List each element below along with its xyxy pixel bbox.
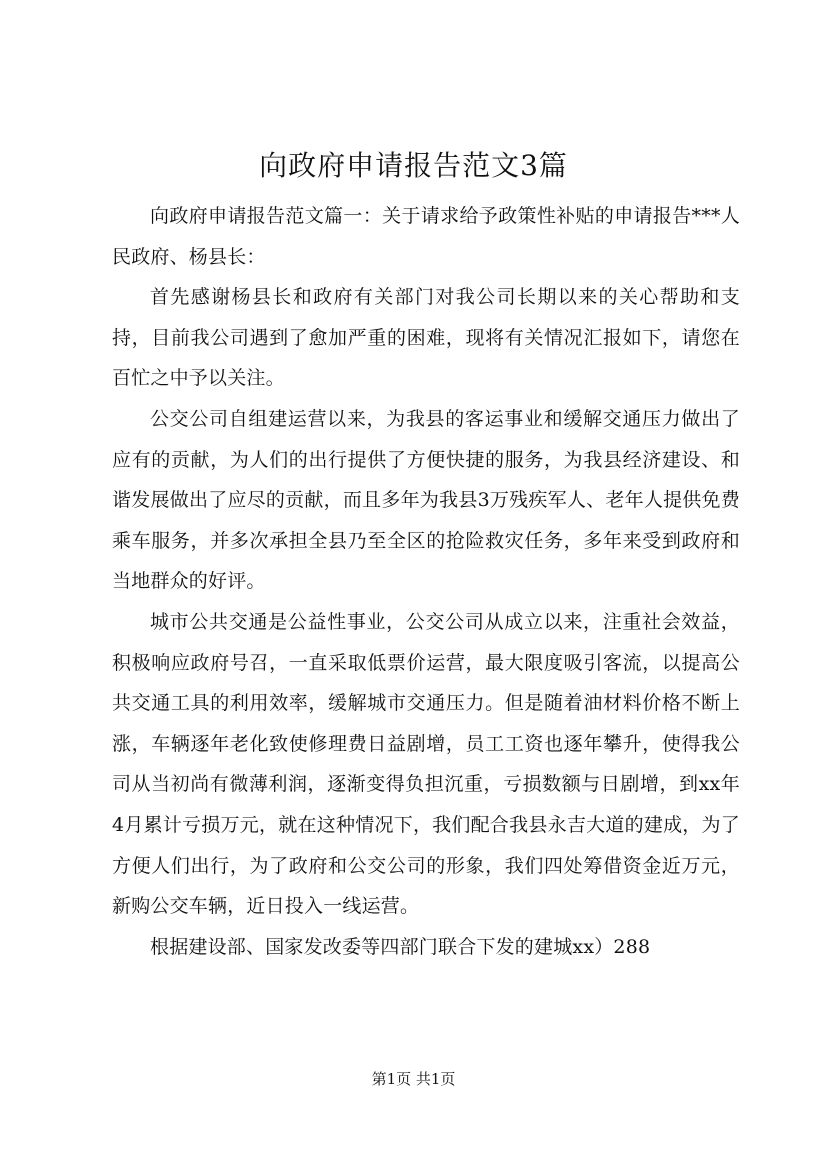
paragraph: 向政府申请报告范文篇一：关于请求给予政策性补贴的申请报告***人民政府、杨县长： xyxy=(112,205,740,268)
document-body xyxy=(112,196,740,967)
paragraph: 公交公司自组建运营以来，为我县的客运事业和缓解交通压力做出了应有的贡献，为人们的出行提供了方便快捷的服务，为我县经济建设、和谐发展做出了应尽的贡献，而且多年为我县3万残疾军人、老年人提供免费乘车服务，并多次承担全县乃至全区的抢险救灾任务，多年来受到政府和当地群众的好评。 xyxy=(112,407,740,593)
page-footer: 第1页 共1页 xyxy=(371,1070,456,1088)
paragraph: 城市公共交通是公益性事业，公交公司从成立以来，注重社会效益，积极响应政府号召，一直采取低票价运营，最大限度吸引客流，以提高公共交通工具的利用效率，缓解城市交通压力。但是随着油材料价格不断上涨，车辆逐年老化致使修理费日益剧增，员工工资也逐年攀升，使得我公司从当初尚有微薄利润，逐渐变得负担沉重，亏损数额与日剧增，到xx年4月累计亏损万元，就在这种情况下，我们配合我县永吉大道的建成，为了方便人们出行，为了政府和公交公司的形象，我们四处筹借资金近万元，新购公交车辆，近日投入一线运营。 xyxy=(112,610,740,918)
paragraph: 根据建设部、国家发改委等四部门联合下发的建城xx）288 xyxy=(150,935,651,958)
document-title: 向政府申请报告范文3篇 xyxy=(259,149,568,182)
paragraph: 首先感谢杨县长和政府有关部门对我公司长期以来的关心帮助和支持，目前我公司遇到了愈加严重的困难，现将有关情况汇报如下，请您在百忙之中予以关注。 xyxy=(112,286,740,390)
